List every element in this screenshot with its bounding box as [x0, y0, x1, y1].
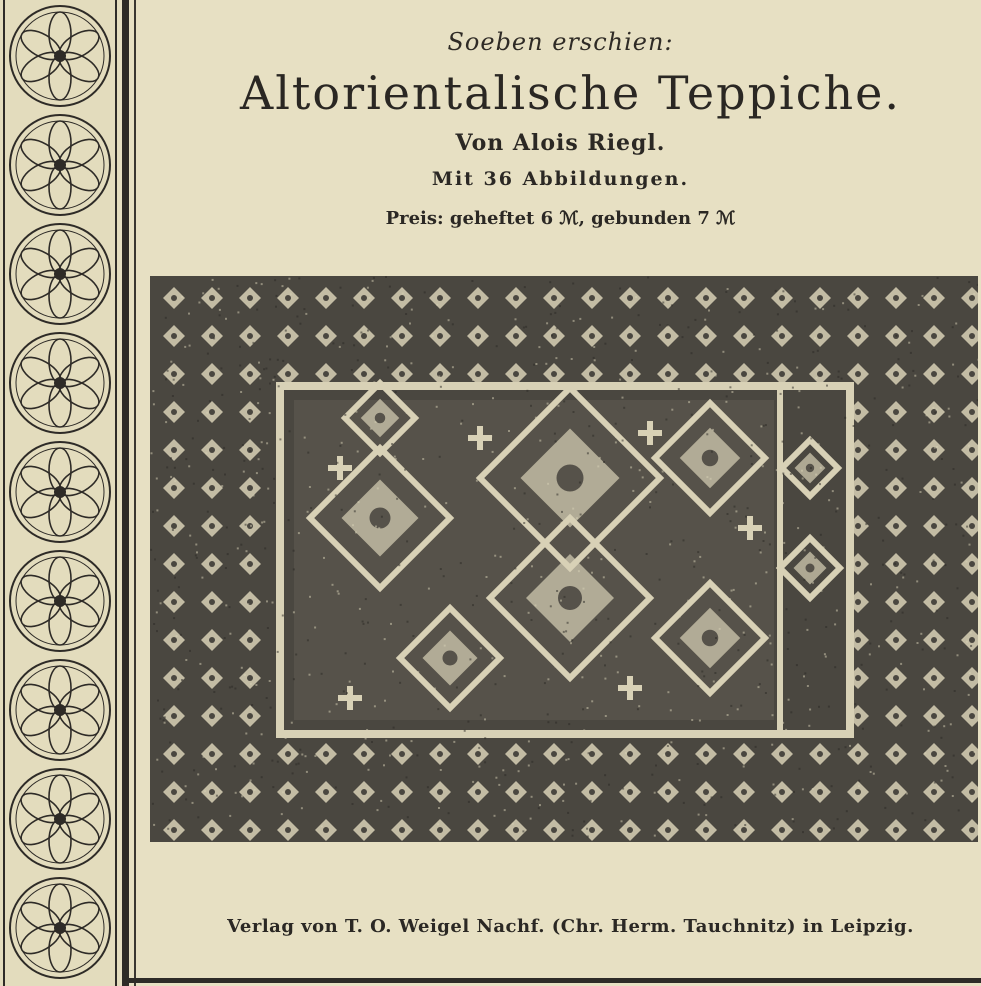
vertical-rule	[122, 0, 129, 986]
rosette-icon	[10, 660, 110, 760]
floral-rosette-chain-icon	[0, 0, 120, 986]
bottom-rule	[122, 978, 981, 983]
rosette-icon	[10, 551, 110, 651]
book-title: Altorientalische Teppiche.	[239, 66, 901, 120]
price-line: Preis: geheftet 6 ℳ, gebunden 7 ℳ	[385, 208, 736, 229]
rosette-icon	[10, 878, 110, 978]
publisher-line: Verlag von T. O. Weigel Nachf. (Chr. Herm. Tauchnitz) in Leipzig.	[227, 916, 914, 937]
rosette-icon	[10, 6, 110, 106]
oriental-carpet-woodcut-icon	[150, 268, 978, 844]
vertical-rule-thin	[134, 0, 136, 986]
illustrations-line: Mit 36 Abbildungen.	[431, 168, 690, 190]
kicker-text: Soeben erschien:	[447, 28, 674, 56]
rosette-icon	[10, 769, 110, 869]
rosette-icon	[10, 115, 110, 215]
rosette-icon	[10, 224, 110, 324]
rosette-icon	[10, 442, 110, 542]
author-line: Von Alois Riegl.	[455, 130, 666, 156]
rosette-icon	[10, 333, 110, 433]
